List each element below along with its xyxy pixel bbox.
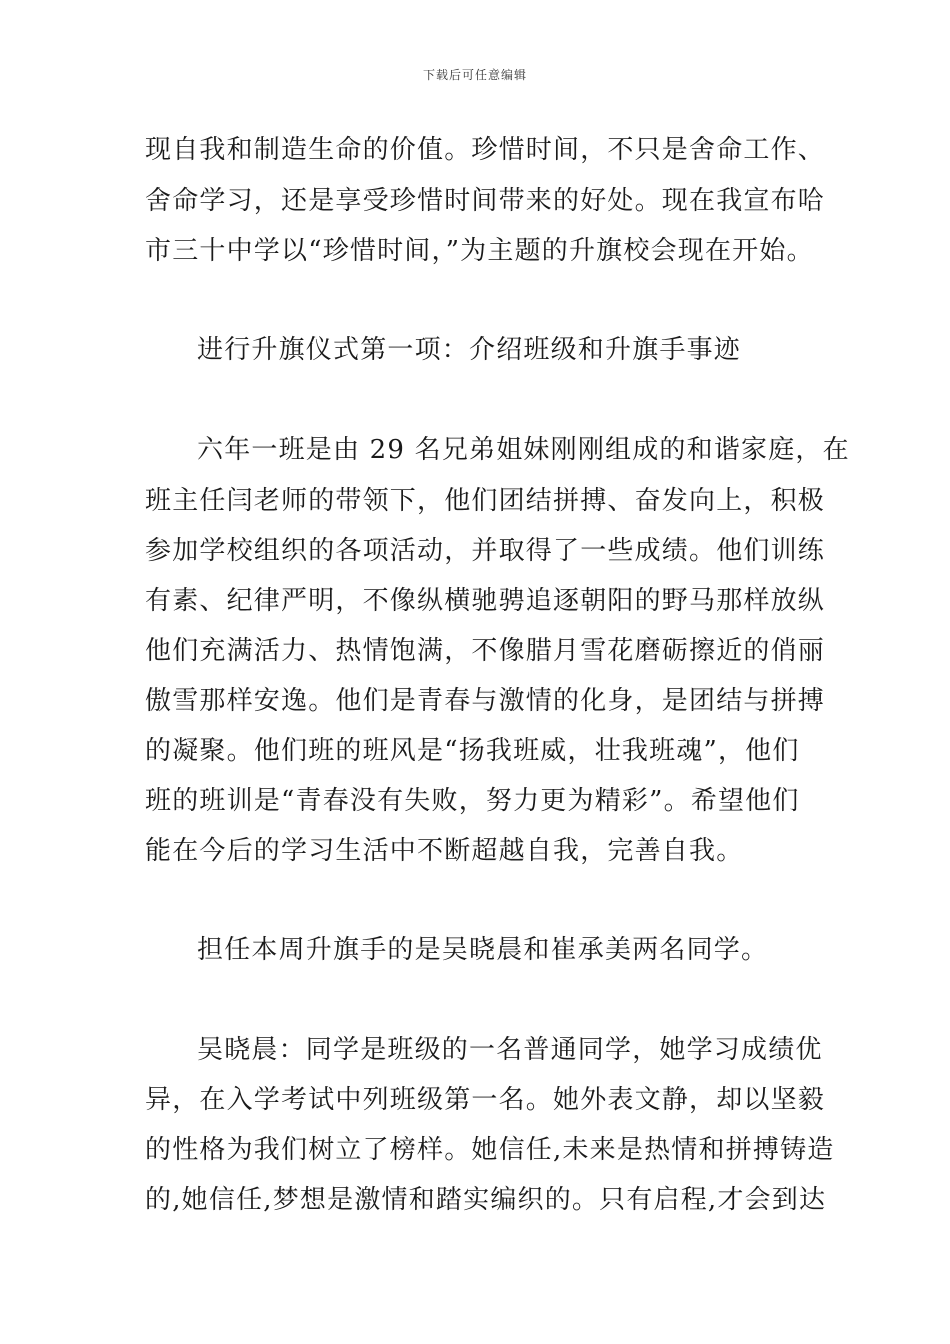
text-line-11: 的凝聚。他们班的班风是“扬我班威，壮我班魂”，他们 (145, 736, 800, 766)
text-line-8: 有素、纪律严明，不像纵横驰骋追逐朝阳的野马那样放纵 (145, 586, 826, 616)
text-line-3: 市三十中学以“珍惜时间，”为主题的升旗校会现在开始。 (145, 236, 814, 266)
text-line-7: 参加学校组织的各项活动，并取得了一些成绩。他们训练 (145, 536, 826, 566)
text-line-10: 傲雪那样安逸。他们是青春与激情的化身，是团结与拼搏 (145, 686, 826, 716)
text-line-16: 异，在入学考试中列班级第一名。她外表文静，却以坚毅 (145, 1085, 826, 1115)
text-line-18: 的,她信任,梦想是激情和踏实编织的。只有启程,才会到达 (145, 1185, 827, 1215)
text-line-12: 班的班训是“青春没有失败，努力更为精彩”。希望他们 (145, 786, 800, 816)
text-line-1: 现自我和制造生命的价值。珍惜时间，不只是舍命工作、 (145, 135, 826, 165)
text-line-17: 的性格为我们树立了榜样。她信任,未来是热情和拼搏铸造 (145, 1135, 835, 1165)
text-line-2: 舍命学习，还是享受珍惜时间带来的好处。现在我宣布哈 (145, 186, 826, 216)
text-line-14: 担任本周升旗手的是吴晓晨和崔承美两名同学。 (197, 935, 769, 965)
section-heading: 进行升旗仪式第一项：介绍班级和升旗手事迹 (197, 335, 742, 365)
text-line-5: 六年一班是由 29 名兄弟姐妹刚刚组成的和谐家庭，在 (197, 435, 850, 465)
text-line-9: 他们充满活力、热情饱满，不像腊月雪花磨砺擦近的俏丽 (145, 636, 826, 666)
text-line-13: 能在今后的学习生活中不断超越自我，完善自我。 (145, 836, 744, 866)
text-line-15: 吴晓晨：同学是班级的一名普通同学，她学习成绩优 (197, 1035, 823, 1065)
text-line-6: 班主任闫老师的带领下，他们团结拼搏、奋发向上，积极 (145, 486, 826, 516)
header-note: 下载后可任意编辑 (422, 68, 527, 82)
